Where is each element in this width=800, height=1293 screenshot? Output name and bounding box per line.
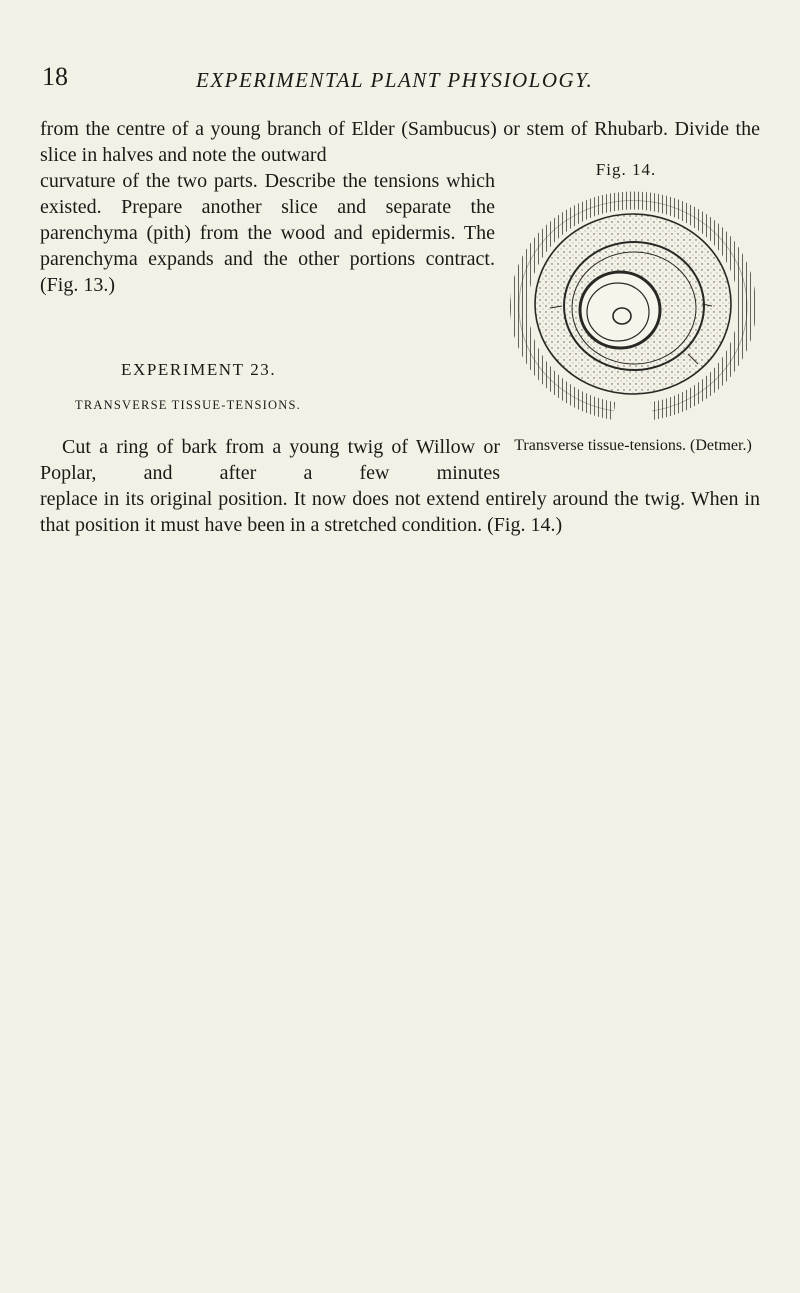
paragraph-top: from the centre of a young branch of Elder (Sambucus) or stem of Rhubarb. Divide the slice in halves and note the outward (40, 118, 760, 166)
paragraph-bottom: replace in its original position. It now does not extend entirely around the twig. When in that position it must have been in a stretched condition. (Fig. 14.) (40, 488, 760, 536)
experiment-intro: Cut a ring of bark from a young twig of Willow or Poplar, and after a few minutes (40, 436, 500, 484)
pith-centre (613, 308, 631, 324)
figure-caption: Transverse tissue-tensions. (Detmer.) (514, 437, 752, 454)
experiment-heading: EXPERIMENT 23. (121, 360, 277, 379)
running-title: EXPERIMENTAL PLANT PHYSIOLOGY. (196, 68, 594, 92)
left-column (40, 168, 495, 298)
running-head (42, 62, 762, 102)
experiment-subheading: TRANSVERSE TISSUE-TENSIONS. (75, 398, 301, 412)
paragraph-left: curvature of the two parts. Describe the tensions which existed. Prepare another slice and separate the parenchyma (pith) from the wood and epidermis. The parenchyma expands and the other portions contract. (Fig. 13.) (40, 170, 495, 296)
tissue-tension-illustration (502, 184, 764, 434)
page-number: 18 (42, 62, 68, 91)
figure-label: Fig. 14. (595, 160, 657, 179)
